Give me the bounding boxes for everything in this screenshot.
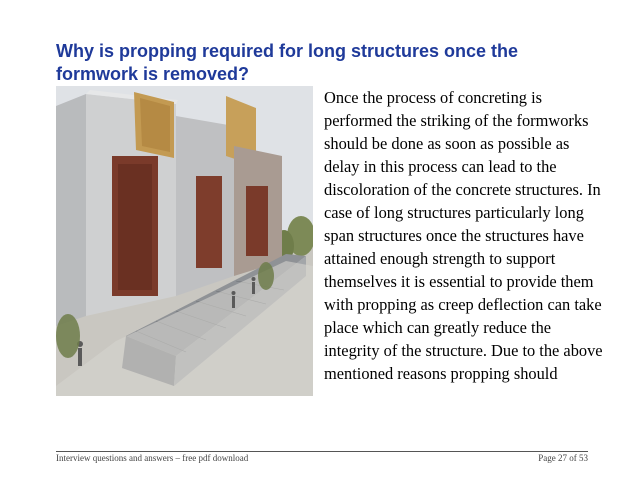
brick-panel bbox=[246, 186, 268, 256]
building-render-image bbox=[56, 86, 313, 396]
footer-source: Interview questions and answers – free pdf download bbox=[56, 453, 249, 463]
slide-title: Why is propping required for long structures once the formwork is removed? bbox=[56, 41, 519, 84]
footer-divider bbox=[56, 451, 588, 452]
brick-panel bbox=[196, 176, 222, 268]
page-number: Page 27 of 53 bbox=[538, 453, 588, 463]
left-wall bbox=[56, 94, 86, 326]
answer-text: Once the process of concreting is performed the striking of the formworks should be done as soon as possible as delay in this process can lead to the discoloration of the concrete structures. In case of long structures particularly long span structures once the structures have attained enough strength to support themselves it is essential to provide them with propping as creep deflection can take place which can greatly reduce the integrity of the structure. Due to the above mentioned reasons propping should bbox=[324, 88, 603, 383]
